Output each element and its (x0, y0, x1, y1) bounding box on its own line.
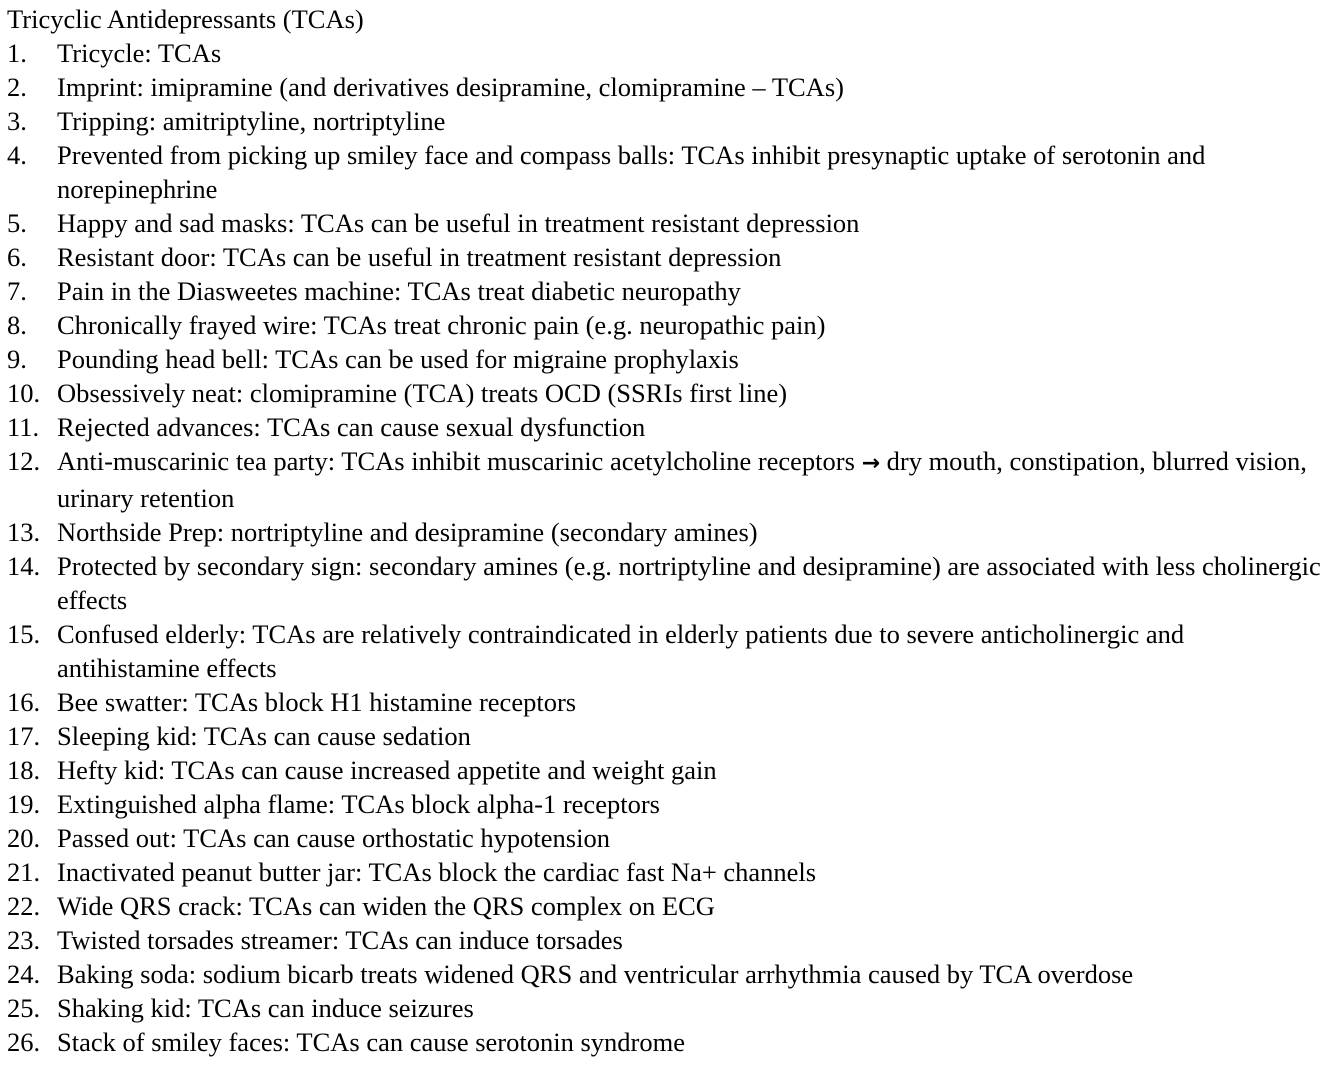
right-arrow-icon: → (861, 451, 880, 476)
list-item (7, 70, 1325, 104)
item-text: Obsessively neat: clomipramine (TCA) treats OCD (SSRIs first line) (57, 378, 788, 408)
list-item (7, 753, 1325, 787)
list-item (7, 376, 1325, 410)
item-number: 7. (7, 276, 27, 306)
list-item (7, 410, 1325, 444)
list-item (7, 206, 1325, 240)
item-number: 9. (7, 344, 27, 374)
list-item (7, 617, 1325, 685)
list-item (7, 719, 1325, 753)
item-text-before-arrow: Anti-muscarinic tea party: TCAs inhibit muscarinic acetylcholine receptors (57, 446, 862, 476)
item-text: Sleeping kid: TCAs can cause sedation (57, 721, 471, 751)
list-item (7, 138, 1325, 206)
list-item (7, 104, 1325, 138)
item-text: Extinguished alpha flame: TCAs block alpha-1 receptors (57, 789, 660, 819)
item-number: 8. (7, 310, 27, 340)
list-item (7, 855, 1325, 889)
item-text: Northside Prep: nortriptyline and desipramine (secondary amines) (57, 517, 758, 547)
list-item (7, 274, 1325, 308)
mnemonic-list (7, 36, 1325, 1059)
document-title: Tricyclic Antidepressants (TCAs) (7, 4, 364, 34)
list-item (7, 991, 1325, 1025)
item-text: Rejected advances: TCAs can cause sexual dysfunction (57, 412, 646, 442)
item-number: 2. (7, 72, 27, 102)
item-text (57, 444, 1325, 515)
item-number: 22. (7, 891, 41, 921)
document (7, 2, 1325, 1059)
list-item (7, 515, 1325, 549)
list-item (7, 342, 1325, 376)
list-item (7, 1025, 1325, 1059)
item-number: 5. (7, 208, 27, 238)
item-number: 25. (7, 993, 41, 1023)
list-item (7, 685, 1325, 719)
item-number: 16. (7, 687, 41, 717)
list-item (7, 444, 1325, 515)
item-text: Imprint: imipramine (and derivatives desipramine, clomipramine – TCAs) (57, 72, 844, 102)
item-number: 10. (7, 378, 41, 408)
item-number: 6. (7, 242, 27, 272)
list-item (7, 549, 1325, 617)
item-text: Wide QRS crack: TCAs can widen the QRS complex on ECG (57, 891, 715, 921)
item-text: Tricycle: TCAs (57, 38, 222, 68)
item-text: Hefty kid: TCAs can cause increased appetite and weight gain (57, 755, 717, 785)
list-item (7, 957, 1325, 991)
item-text: Pain in the Diasweetes machine: TCAs treat diabetic neuropathy (57, 276, 741, 306)
item-text: Baking soda: sodium bicarb treats widened QRS and ventricular arrhythmia caused by TCA overdose (57, 959, 1134, 989)
item-text-after-arrow: dry mouth, constipation, blurred vision, urinary retention (57, 446, 1307, 513)
item-number: 26. (7, 1027, 41, 1057)
item-text: Bee swatter: TCAs block H1 histamine receptors (57, 687, 577, 717)
item-number: 4. (7, 140, 27, 170)
item-number: 23. (7, 925, 41, 955)
item-text: Tripping: amitriptyline, nortriptyline (57, 106, 446, 136)
item-text: Twisted torsades streamer: TCAs can induce torsades (57, 925, 623, 955)
list-item (7, 36, 1325, 70)
item-number: 14. (7, 551, 41, 581)
item-number: 13. (7, 517, 41, 547)
item-text: Resistant door: TCAs can be useful in treatment resistant depression (57, 242, 782, 272)
item-number: 24. (7, 959, 41, 989)
list-item (7, 923, 1325, 957)
item-number: 20. (7, 823, 41, 853)
item-number: 17. (7, 721, 41, 751)
item-number: 11. (7, 412, 40, 442)
item-text: Prevented from picking up smiley face and compass balls: TCAs inhibit presynaptic uptake of serotonin and norepinephrine (57, 140, 1206, 204)
list-item (7, 240, 1325, 274)
item-text: Inactivated peanut butter jar: TCAs block the cardiac fast Na+ channels (57, 857, 817, 887)
item-text: Passed out: TCAs can cause orthostatic hypotension (57, 823, 610, 853)
item-text: Chronically frayed wire: TCAs treat chronic pain (e.g. neuropathic pain) (57, 310, 826, 340)
item-text: Stack of smiley faces: TCAs can cause serotonin syndrome (57, 1027, 685, 1057)
item-text: Confused elderly: TCAs are relatively contraindicated in elderly patients due to severe anticholinergic and antihistamine effects (57, 619, 1185, 683)
item-text: Protected by secondary sign: secondary amines (e.g. nortriptyline and desipramine) are associated with less cholinergic effects (57, 551, 1321, 615)
item-number: 3. (7, 106, 27, 136)
item-text: Shaking kid: TCAs can induce seizures (57, 993, 474, 1023)
item-number: 12. (7, 446, 41, 476)
list-item (7, 787, 1325, 821)
list-item (7, 889, 1325, 923)
list-item (7, 821, 1325, 855)
item-text: Pounding head bell: TCAs can be used for migraine prophylaxis (57, 344, 739, 374)
item-number: 18. (7, 755, 41, 785)
item-number: 15. (7, 619, 41, 649)
list-item (7, 308, 1325, 342)
item-number: 21. (7, 857, 41, 887)
item-number: 1. (7, 38, 27, 68)
item-text: Happy and sad masks: TCAs can be useful in treatment resistant depression (57, 208, 860, 238)
item-number: 19. (7, 789, 41, 819)
